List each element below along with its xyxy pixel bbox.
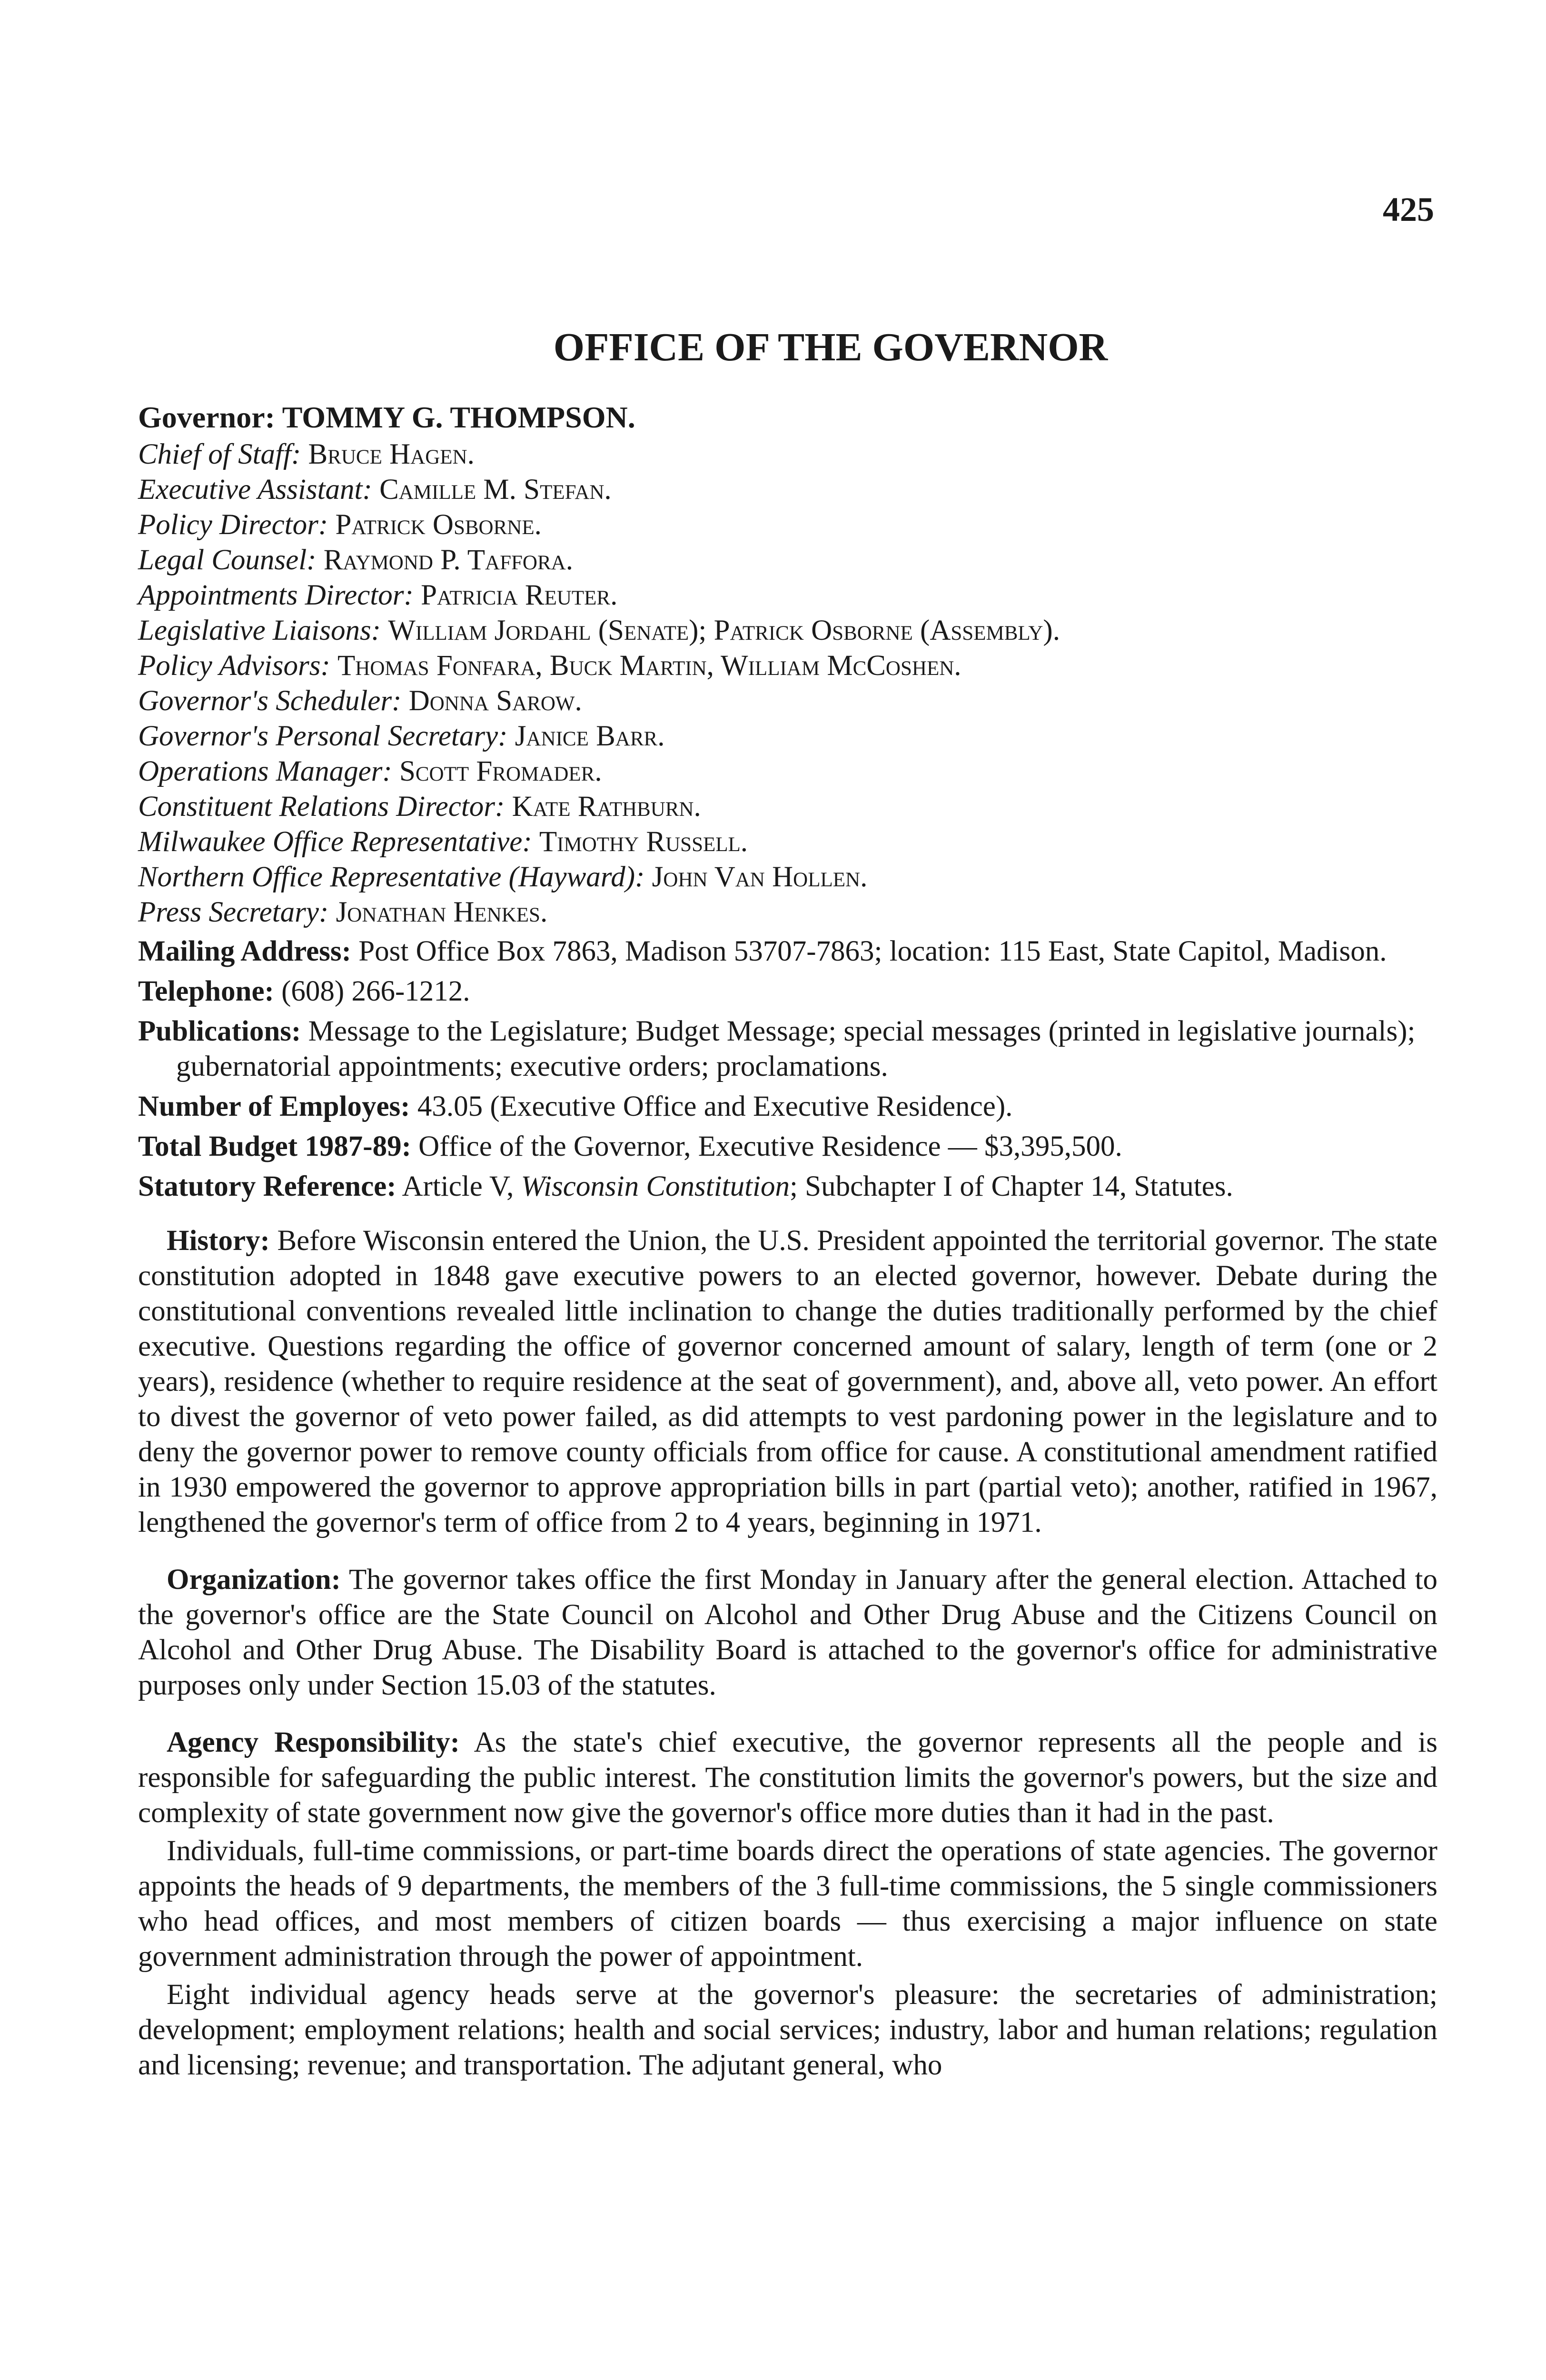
staff-entry: [138, 437, 1437, 472]
agency-text: As the state's chief executive, the governor represents all the people and is responsible for safeguarding the public interest. The constitution limits the governor's powers, but the size and complexity of state government now give the governor's office more duties than it had in the past.: [138, 1726, 1437, 1829]
staff-name: Donna Sarow.: [408, 685, 582, 717]
staff-list: [138, 437, 1437, 930]
staff-name: Jonathan Henkes.: [336, 896, 548, 928]
telephone-label: Telephone:: [138, 975, 274, 1007]
page-content: [138, 324, 1437, 2105]
staff-entry: [138, 824, 1437, 860]
staff-entry: [138, 648, 1437, 684]
mailing-text: Post Office Box 7863, Madison 53707-7863; location: 115 East, State Capitol, Madison.: [358, 935, 1387, 967]
staff-role: Milwaukee Office Representative:: [138, 826, 532, 858]
agency-paragraph: [138, 1725, 1437, 1831]
agency-paragraph-3: Eight individual agency heads serve at the governor's pleasure: the secretaries of administration; development; employment relations; health and social services; industry, labor and human relations; regulation and licensing; revenue; and transportation. The adjutant general, who: [138, 1979, 1437, 2081]
staff-role: Legal Counsel:: [138, 544, 317, 576]
history-paragraph: [138, 1223, 1437, 1540]
staff-name: Kate Rathburn.: [512, 791, 701, 823]
governor-name: TOMMY G. THOMPSON.: [282, 400, 635, 434]
staff-name: William Jordahl (Senate); Patrick Osborne (Assembly).: [388, 615, 1060, 646]
history-text: Before Wisconsin entered the Union, the U.S. President appointed the territorial governor. The state constitution adopted in 1848 gave executive powers to an elected governor, however. Debate during the constitutional conventions revealed little inclination to change the duties traditionally performed by the chief executive. Questions regarding the office of governor concerned amount of salary, length of term (one or 2 years), residence (whether to require residence at the seat of government), and, above all, veto power. An effort to divest the governor of veto power failed, as did attempts to vest pardoning power in the legislature and to deny the governor power to remove county officials from office for cause. A constitutional amendment ratified in 1930 empowered the governor to approve appropriation bills in part (partial veto); another, ratified in 1967, lengthened the governor's term of office from 2 to 4 years, beginning in 1971.: [138, 1225, 1437, 1538]
staff-name: Raymond P. Taffora.: [323, 544, 573, 576]
staff-name: Bruce Hagen.: [308, 438, 475, 470]
staff-entry: [138, 895, 1437, 930]
budget-label: Total Budget 1987-89:: [138, 1130, 411, 1162]
staff-name: Janice Barr.: [515, 720, 665, 752]
staff-role: Governor's Scheduler:: [138, 685, 402, 717]
agency-label: Agency Responsibility:: [167, 1726, 460, 1758]
budget-text: Office of the Governor, Executive Residence — $3,395,500.: [418, 1130, 1122, 1162]
staff-name: Timothy Russell.: [539, 826, 748, 858]
telephone: [138, 974, 1437, 1009]
office-info: [138, 934, 1437, 1204]
governor-label: Governor:: [138, 400, 275, 434]
agency-paragraph-2: Individuals, full-time commissions, or part-time boards direct the operations of state agencies. The governor appoints the heads of 9 departments, the members of the 3 full-time commissions, the 5 single commissioners who head offices, and most members of citizen boards — thus exercising a major influence on state government administration through the power of appointment.: [138, 1835, 1437, 1973]
staff-name: John Van Hollen.: [652, 861, 868, 893]
staff-role: Policy Director:: [138, 509, 328, 541]
staff-entry: [138, 684, 1437, 719]
mailing-label: Mailing Address:: [138, 935, 351, 967]
staff-role: Northern Office Representative (Hayward):: [138, 861, 645, 893]
staff-name: Patrick Osborne.: [335, 509, 542, 541]
organization-label: Organization:: [167, 1564, 341, 1596]
publications: [138, 1014, 1437, 1084]
statutory-text-after: ; Subchapter I of Chapter 14, Statutes.: [789, 1170, 1233, 1202]
statutory-text: Article V,: [402, 1170, 514, 1202]
staff-entry: [138, 719, 1437, 754]
staff-name: Camille M. Stefan.: [379, 474, 612, 506]
statutory-reference: [138, 1169, 1437, 1204]
staff-role: Press Secretary:: [138, 896, 329, 928]
page-title: OFFICE OF THE GOVERNOR: [553, 325, 1108, 369]
staff-role: Legislative Liaisons:: [138, 615, 381, 646]
staff-entry: [138, 860, 1437, 895]
governor-line: [138, 400, 1437, 435]
staff-role: Operations Manager:: [138, 755, 392, 787]
staff-entry: [138, 613, 1437, 648]
staff-role: Appointments Director:: [138, 579, 414, 611]
staff-role: Chief of Staff:: [138, 438, 301, 470]
staff-role: Governor's Personal Secretary:: [138, 720, 508, 752]
organization-paragraph: [138, 1562, 1437, 1703]
page-number: 425: [1383, 190, 1434, 228]
employees-label: Number of Employes:: [138, 1091, 410, 1122]
telephone-text: (608) 266-1212.: [281, 975, 470, 1007]
staff-entry: [138, 507, 1437, 543]
total-budget: [138, 1129, 1437, 1164]
number-of-employes: [138, 1089, 1437, 1124]
organization-text: The governor takes office the first Monday in January after the general election. Attached to the governor's office are the State Council on Alcohol and Other Drug Abuse and the Citizens Council on Alcohol and Other Drug Abuse. The Disability Board is attached to the governor's office for administrative purposes only under Section 15.03 of the statutes.: [138, 1564, 1438, 1701]
staff-entry: [138, 789, 1437, 824]
staff-name: Thomas Fonfara, Buck Martin, William McCoshen.: [337, 650, 961, 682]
staff-entry: [138, 578, 1437, 613]
staff-role: Policy Advisors:: [138, 650, 330, 682]
staff-entry: [138, 472, 1437, 507]
staff-entry: [138, 543, 1437, 578]
staff-entry: [138, 754, 1437, 789]
publications-text: Message to the Legislature; Budget Message; special messages (printed in legislative journals); gubernatorial appointments; executive orders; proclamations.: [176, 1015, 1416, 1082]
staff-name: Scott Fromader.: [399, 755, 602, 787]
statutory-label: Statutory Reference:: [138, 1170, 396, 1202]
body-text: [138, 1223, 1437, 2083]
employees-text: 43.05 (Executive Office and Executive Residence).: [417, 1091, 1013, 1122]
publications-label: Publications:: [138, 1015, 301, 1047]
mailing-address: [138, 934, 1437, 969]
statutory-constitution: Wisconsin Constitution: [521, 1170, 790, 1202]
history-label: History:: [167, 1225, 270, 1257]
staff-role: Executive Assistant:: [138, 474, 372, 506]
staff-name: Patricia Reuter.: [421, 579, 618, 611]
staff-role: Constituent Relations Director:: [138, 791, 505, 823]
